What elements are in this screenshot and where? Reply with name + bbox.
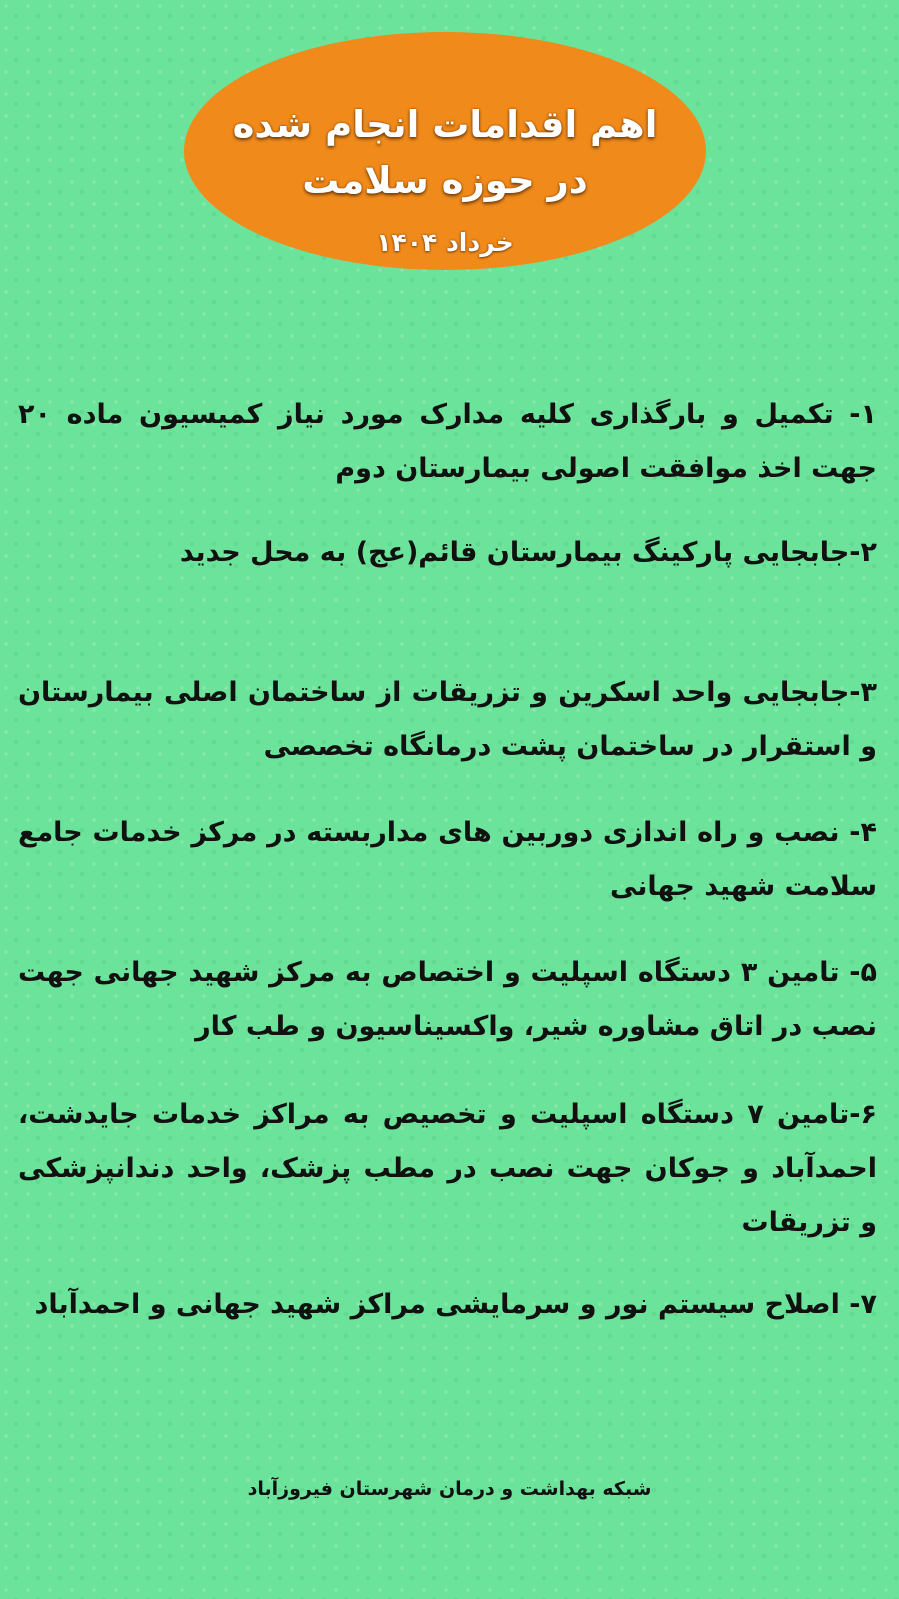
action-item-4: ۴- نصب و راه اندازی دوربین های مداربسته در مرکز خدمات جامع سلامت شهید جهانی xyxy=(18,817,877,902)
date-label: خرداد ۱۴۰۴ xyxy=(376,228,514,257)
action-item-2: ۲-جابجایی پارکینگ بیمارستان قائم(عج) به محل جدید xyxy=(179,537,877,568)
action-item-6: ۶-تامین ۷ دستگاه اسپلیت و تخصیص به مراکز خدمات جایدشت، احمدآباد و جوکان جهت نصب در مطب پزشک، واحد دندانپزشکی و تزریقات xyxy=(18,1099,877,1238)
title-line-2: در حوزه سلامت xyxy=(302,159,588,202)
action-item-3: ۳-جابجایی واحد اسکرین و تزریقات از ساختمان اصلی بیمارستان و استقرار در ساختمان پشت درمانگاه تخصصی xyxy=(18,677,877,762)
footer-text: شبکه بهداشت و درمان شهرستان فیروزآباد xyxy=(247,1478,652,1500)
action-item-5: ۵- تامین ۳ دستگاه اسپلیت و اختصاص به مرکز شهید جهانی جهت نصب در اتاق مشاوره شیر، واکسیناسیون و طب کار xyxy=(18,957,877,1042)
header-ellipse xyxy=(184,32,706,270)
action-item-1: ۱- تکمیل و بارگذاری کلیه مدارک مورد نیاز کمیسیون ماده ۲۰ جهت اخذ موافقت اصولی بیمارستان دوم xyxy=(18,399,877,484)
title-line-1: اهم اقدامات انجام شده xyxy=(232,103,658,146)
footer-organization xyxy=(0,1478,899,1500)
action-item-7: ۷- اصلاح سیستم نور و سرمایشی مراکز شهید جهانی و احمدآباد xyxy=(34,1289,877,1320)
